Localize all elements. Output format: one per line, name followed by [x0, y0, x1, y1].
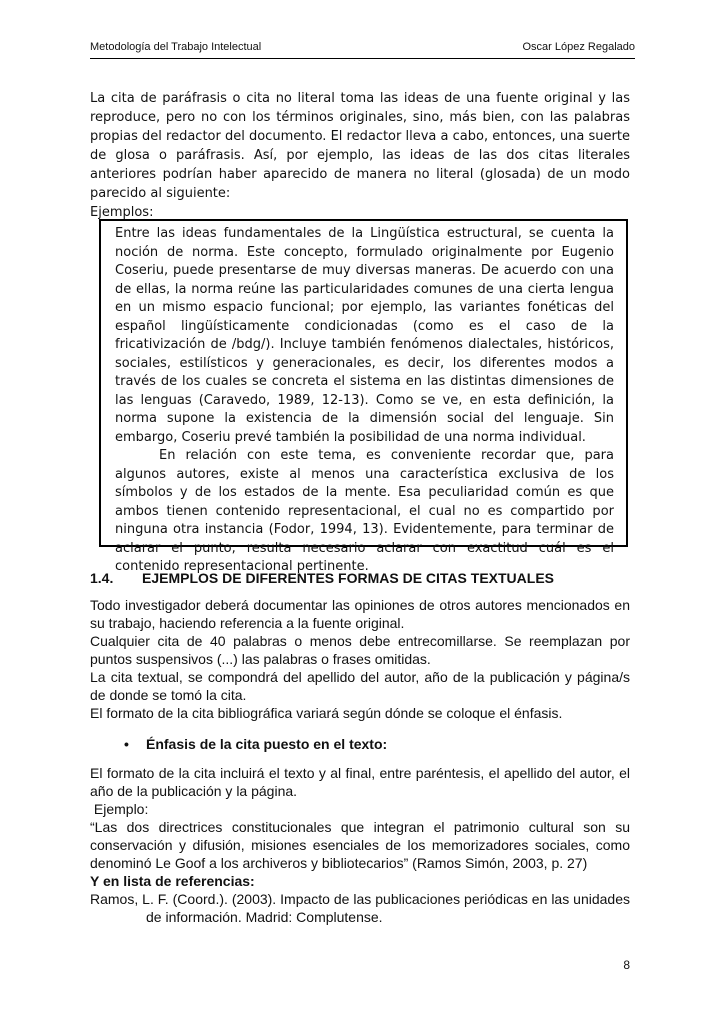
body-line-2: Cualquier cita de 40 palabras o menos debe entrecomillarse. Se reemplazan por puntos suspensivos (...) las palabras o frases omitidas.: [90, 633, 630, 667]
quote-example: “Las dos directrices constitucionales que integran el patrimonio cultural son su conservación y difusión, misiones esenciales de los memorizadores sociales, como denominó Le Goof a los archiveros y bibliotecarios” (Ramos Simón, 2003, p. 27): [90, 819, 630, 871]
page-number: 8: [623, 958, 630, 972]
header-course-title: Metodología del Trabajo Intelectual: [90, 41, 262, 53]
format-section: [90, 764, 630, 926]
citation-paragraph-2: En relación con este tema, es conveniente recordar que, para algunos autores, existe al menos una característica exclusiva de los símbolos y de los estados de la mente. Esa peculiaridad común es que ambos tienen contenido representacional, el cual no es compartido por ninguna otra instancia (Fodor, 1994, 13). Evidentemente, para terminar de aclarar el punto, resulta necesario aclarar con exactitud cuál es el contenido representacional pertinente.: [115, 448, 614, 574]
format-text: El formato de la cita incluirá el texto y al final, entre paréntesis, el apellido del autor, el año de la publicación y la página.: [90, 765, 630, 799]
paraphrase-citation-box: [99, 219, 628, 574]
section-heading: [90, 570, 630, 586]
emphasis-bullet: [124, 736, 387, 752]
citation-paragraph-1: Entre las ideas fundamentales de la Lingüística estructural, se cuenta la noción de norma. Este concepto, formulado originalmente por Eugenio Coseriu, puede presentarse de muy diversas maneras. De acuerdo con una de ellas, la norma reúne las particularidades comunes de una cierta lengua en un mismo espacio funcional; por ejemplo, las variantes fonéticas del español lingüísticamente condicionadas (como es el caso de la fricativización de /bdg/). Incluye también fenómenos dialectales, históricos, sociales, estilísticos y generacionales, es decir, los diferentes modos a través de los cuales se concreta el sistema en las distintas dimensiones de las lenguas (Caravedo, 1989, 12-13). Como se ve, en esta definición, la norma supone la existencia de la dimensión social del lenguaje. Sin embargo, Coseriu prevé también la posibilidad de una norma individual.: [115, 226, 614, 445]
reference-entry: Ramos, L. F. (Coord.). (2003). Impacto de las publicaciones periódicas en las unidades de información. Madrid: Complutense.: [90, 891, 630, 925]
body-section: [90, 596, 630, 722]
bullet-text: Énfasis de la cita puesto en el texto:: [146, 736, 388, 752]
section-title: EJEMPLOS DE DIFERENTES FORMAS DE CITAS TEXTUALES: [142, 570, 555, 586]
page-header: [90, 41, 635, 55]
section-number: 1.4.: [90, 570, 114, 586]
references-label: Y en lista de referencias:: [90, 873, 255, 889]
example-label: Ejemplo:: [90, 801, 149, 817]
intro-section: [90, 89, 630, 222]
bullet-icon: •: [124, 736, 129, 752]
body-line-4: El formato de la cita bibliográfica variará según dónde se coloque el énfasis.: [90, 705, 563, 721]
body-line-3: La cita textual, se compondrá del apellido del autor, año de la publicación y página/s de donde se tomó la cita.: [90, 669, 630, 703]
header-divider: [90, 58, 635, 59]
body-line-1: Todo investigador deberá documentar las opiniones de otros autores mencionados en su trabajo, haciendo referencia a la fuente original.: [90, 597, 630, 631]
intro-paragraph: La cita de paráfrasis o cita no literal toma las ideas de una fuente original y las reproduce, pero no con los términos originales, sino, más bien, con las palabras propias del redactor del documento. El redactor lleva a cabo, entonces, una suerte de glosa o paráfrasis. Así, por ejemplo, las ideas de las dos citas literales anteriores podrían haber aparecido de manera no literal (glosada) de un modo parecido al siguiente:: [90, 91, 630, 201]
header-author: Oscar López Regalado: [522, 41, 635, 53]
examples-label: Ejemplos:: [90, 205, 154, 220]
